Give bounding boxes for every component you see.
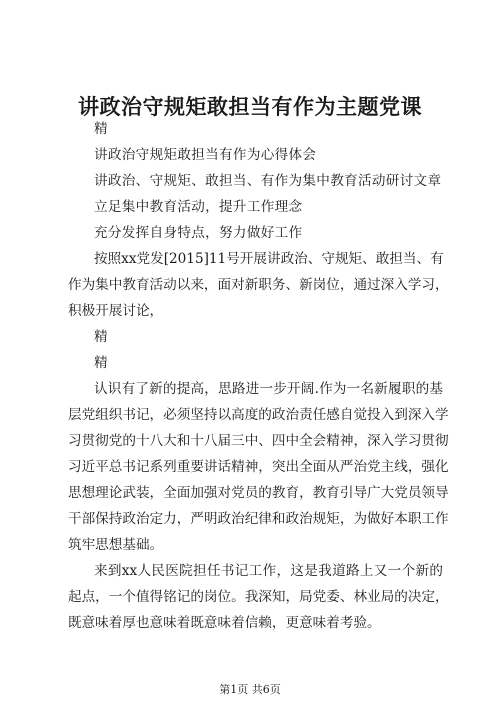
paragraph-line: 按照xx党发[2015]11号开展讲政治、守规矩、敢担当、有 <box>94 251 444 267</box>
text-line: 精 <box>94 329 108 345</box>
paragraph-line: 认识有了新的提高，思路进一步开阔.作为一名新履职的基 <box>94 381 443 397</box>
text-line: 精 <box>94 121 108 137</box>
text-line: 精 <box>94 355 108 371</box>
paragraph-line: 既意味着厚也意味着既意味着信赖，更意味着考验。 <box>68 615 381 631</box>
paragraph-line: 层党组织书记，必须坚持以高度的政治责任感自觉投入到深入学 <box>68 407 449 423</box>
paragraph-line: 思想理论武装，全面加强对党员的教育，教育引导广大党员领导 <box>68 485 449 501</box>
paragraph-line: 习贯彻党的十八大和十八届三中、四中全会精神，深入学习贯彻 <box>68 433 449 449</box>
paragraph-line: 筑牢思想基础。 <box>68 537 164 553</box>
text-line: 充分发挥自身特点，努力做好工作 <box>94 225 303 241</box>
paragraph-line: 干部保持政治定力，严明政治纪律和政治规矩，为做好本职工作 <box>68 511 449 527</box>
paragraph-line: 作为集中教育活动以来，面对新职务、新岗位，通过深入学习， <box>68 277 449 293</box>
document-title: 讲政治守规矩敢担当有作为主题党课 <box>78 94 422 119</box>
text-line: 立足集中教育活动，提升工作理念 <box>94 199 303 215</box>
paragraph-line: 起点，一个值得铭记的岗位。我深知，局党委、林业局的决定， <box>68 589 449 605</box>
page-footer: 第1页 共6页 <box>219 683 281 696</box>
paragraph-line: 来到xx人民医院担任书记工作，这是我道路上又一个新的 <box>94 563 443 579</box>
paragraph-line: 习近平总书记系列重要讲话精神，突出全面从严治党主线，强化 <box>68 459 449 475</box>
paragraph-line: 积极开展讨论， <box>68 303 164 319</box>
text-line: 讲政治守规矩敢担当有作为心得体会 <box>94 147 317 163</box>
text-line: 讲政治、守规矩、敢担当、有作为集中教育活动研讨文章 <box>94 173 442 189</box>
